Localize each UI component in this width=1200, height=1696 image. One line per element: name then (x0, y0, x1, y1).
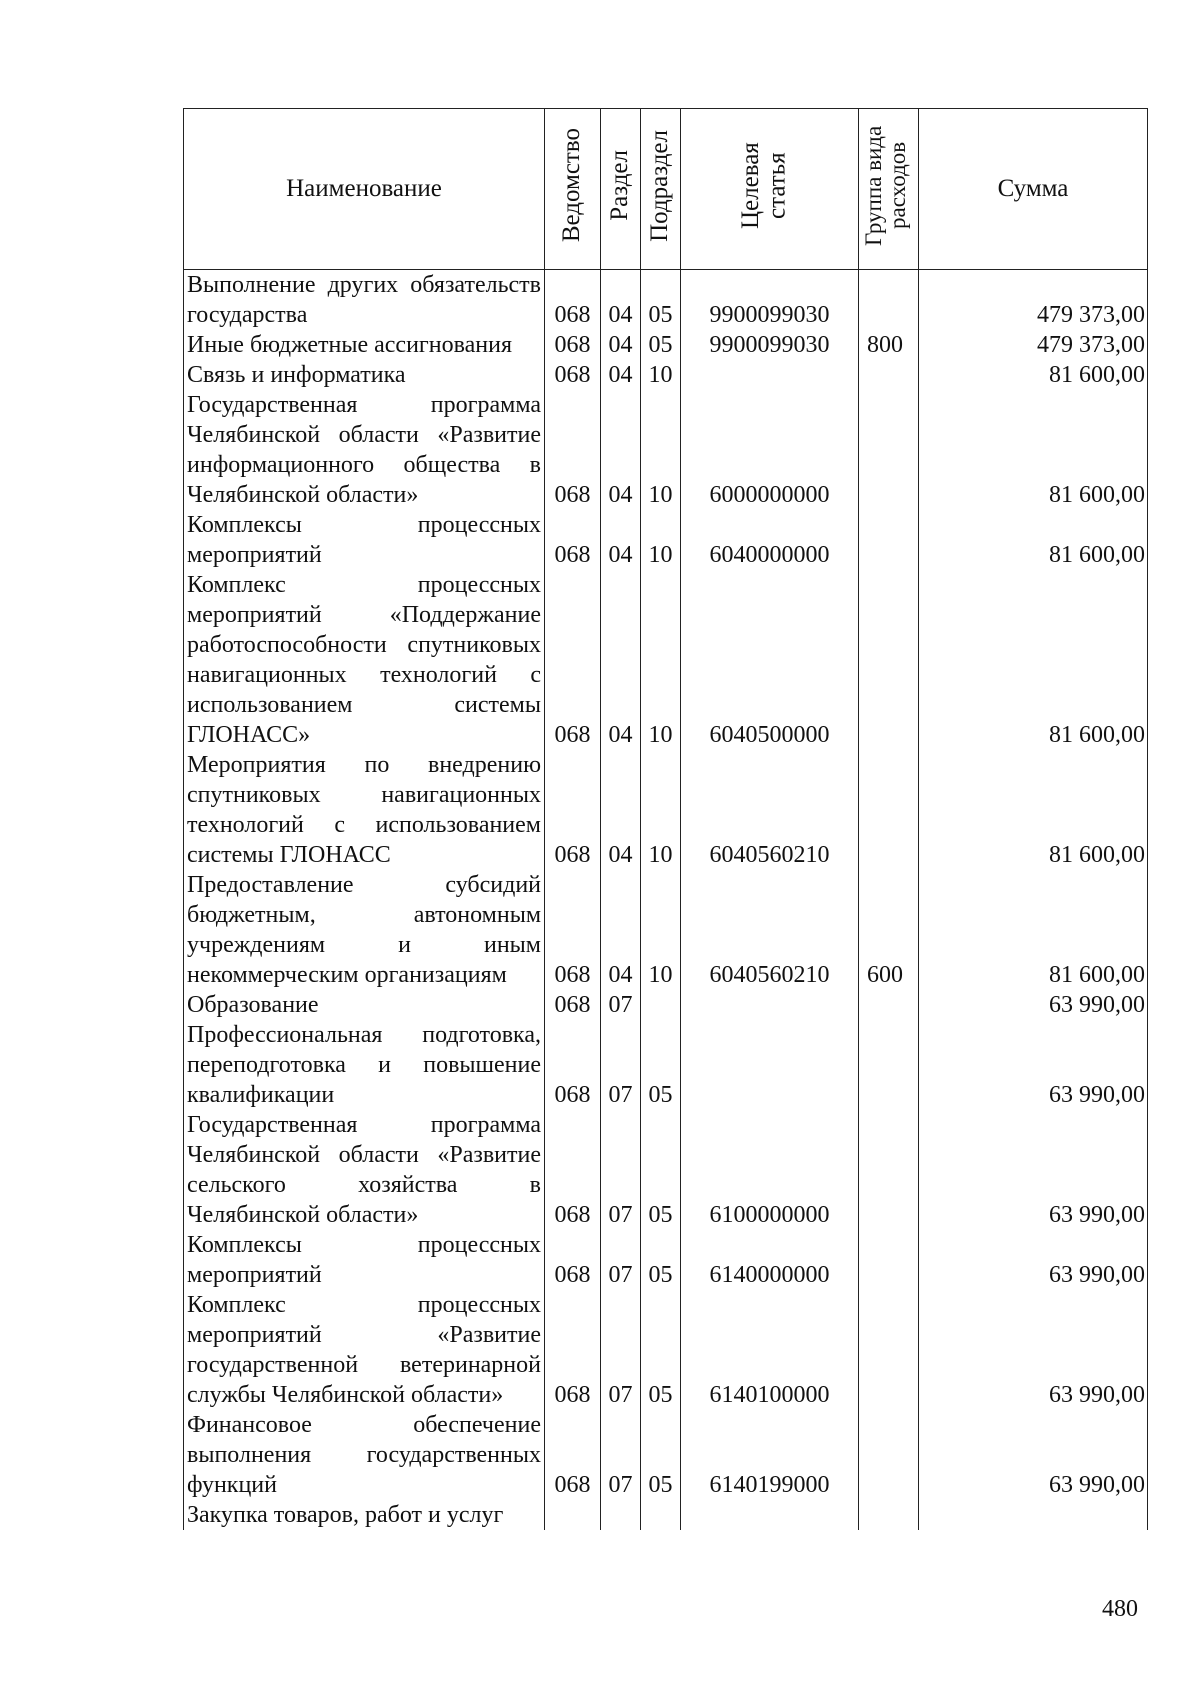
cell-subsection: 05 (641, 1230, 681, 1290)
cell-dept: 068 (545, 990, 601, 1020)
cell-subsection (641, 990, 681, 1020)
cell-name: Финансовое обеспечение выполнения государственных функций (184, 1410, 545, 1500)
cell-group: 800 (859, 330, 919, 360)
cell-section: 07 (601, 1110, 641, 1230)
cell-dept: 068 (545, 1020, 601, 1110)
cell-name: Закупка товаров, работ и услуг (184, 1500, 545, 1530)
cell-sum: 81 600,00 (919, 750, 1148, 870)
table-body (184, 270, 1148, 1531)
cell-target (681, 990, 859, 1020)
budget-table (183, 108, 1148, 1530)
cell-section (601, 1500, 641, 1530)
header-dept: Ведомство (545, 109, 601, 270)
cell-section: 04 (601, 330, 641, 360)
cell-sum: 63 990,00 (919, 1410, 1148, 1500)
cell-group (859, 1290, 919, 1410)
cell-name: Связь и информатика (184, 360, 545, 390)
header-section: Раздел (601, 109, 641, 270)
cell-subsection: 10 (641, 510, 681, 570)
cell-section: 04 (601, 360, 641, 390)
cell-section: 04 (601, 750, 641, 870)
table-row (184, 1230, 1148, 1290)
cell-name: Иные бюджетные ассигнования (184, 330, 545, 360)
cell-section: 07 (601, 1290, 641, 1410)
table-row (184, 750, 1148, 870)
cell-group (859, 1500, 919, 1530)
cell-target: 6100000000 (681, 1110, 859, 1230)
cell-dept (545, 1500, 601, 1530)
cell-target (681, 1020, 859, 1110)
cell-sum (919, 1500, 1148, 1530)
cell-subsection: 05 (641, 1290, 681, 1410)
cell-name: Комплекс процессных мероприятий «Развитие государственной ветеринарной службы Челябинской области» (184, 1290, 545, 1410)
cell-group (859, 510, 919, 570)
table-row (184, 1110, 1148, 1230)
cell-section: 04 (601, 510, 641, 570)
cell-sum: 63 990,00 (919, 1290, 1148, 1410)
table-row (184, 510, 1148, 570)
cell-group (859, 360, 919, 390)
cell-subsection: 05 (641, 330, 681, 360)
table-row (184, 270, 1148, 331)
table-row (184, 1020, 1148, 1110)
cell-target: 6040560210 (681, 870, 859, 990)
table-row (184, 1500, 1148, 1530)
cell-subsection: 10 (641, 360, 681, 390)
cell-name: Образование (184, 990, 545, 1020)
cell-sum: 81 600,00 (919, 510, 1148, 570)
cell-sum: 81 600,00 (919, 870, 1148, 990)
cell-section: 04 (601, 270, 641, 331)
table-row (184, 360, 1148, 390)
cell-target: 6040500000 (681, 570, 859, 750)
cell-target: 9900099030 (681, 270, 859, 331)
cell-sum: 81 600,00 (919, 390, 1148, 510)
cell-name: Государственная программа Челябинской области «Развитие сельского хозяйства в Челябинской области» (184, 1110, 545, 1230)
cell-dept: 068 (545, 270, 601, 331)
cell-dept: 068 (545, 510, 601, 570)
cell-dept: 068 (545, 1230, 601, 1290)
header-sum: Сумма (919, 109, 1148, 270)
page-number: 480 (1102, 1596, 1138, 1622)
cell-dept: 068 (545, 390, 601, 510)
cell-target: 6040000000 (681, 510, 859, 570)
cell-target (681, 360, 859, 390)
cell-sum: 479 373,00 (919, 330, 1148, 360)
cell-sum: 81 600,00 (919, 570, 1148, 750)
cell-target: 9900099030 (681, 330, 859, 360)
cell-sum: 63 990,00 (919, 990, 1148, 1020)
table-row (184, 990, 1148, 1020)
cell-group (859, 270, 919, 331)
cell-name: Профессиональная подготовка, переподготовка и повышение квалификации (184, 1020, 545, 1110)
cell-dept: 068 (545, 1110, 601, 1230)
cell-group (859, 1110, 919, 1230)
cell-subsection: 05 (641, 1410, 681, 1500)
cell-subsection: 05 (641, 1110, 681, 1230)
cell-sum: 63 990,00 (919, 1230, 1148, 1290)
cell-dept: 068 (545, 360, 601, 390)
cell-group (859, 990, 919, 1020)
cell-section: 07 (601, 1410, 641, 1500)
cell-sum: 63 990,00 (919, 1110, 1148, 1230)
cell-dept: 068 (545, 330, 601, 360)
cell-subsection: 10 (641, 390, 681, 510)
cell-section: 04 (601, 570, 641, 750)
cell-section: 07 (601, 1230, 641, 1290)
cell-dept: 068 (545, 1290, 601, 1410)
cell-name: Комплексы процессных мероприятий (184, 510, 545, 570)
cell-group (859, 1410, 919, 1500)
cell-sum: 81 600,00 (919, 360, 1148, 390)
table-row (184, 870, 1148, 990)
table-row (184, 1290, 1148, 1410)
table-row (184, 570, 1148, 750)
cell-section: 07 (601, 990, 641, 1020)
cell-dept: 068 (545, 750, 601, 870)
cell-section: 07 (601, 1020, 641, 1110)
header-name: Наименование (184, 109, 545, 270)
header-subsection: Подраздел (641, 109, 681, 270)
cell-section: 04 (601, 870, 641, 990)
cell-subsection: 05 (641, 270, 681, 331)
cell-dept: 068 (545, 1410, 601, 1500)
table-row (184, 390, 1148, 510)
table-row (184, 1410, 1148, 1500)
cell-name: Комплексы процессных мероприятий (184, 1230, 545, 1290)
cell-sum: 63 990,00 (919, 1020, 1148, 1110)
cell-target: 6040560210 (681, 750, 859, 870)
cell-target: 6140100000 (681, 1290, 859, 1410)
cell-section: 04 (601, 390, 641, 510)
cell-name: Предоставление субсидий бюджетным, автономным учреждениям и иным некоммерческим организациям (184, 870, 545, 990)
cell-dept: 068 (545, 870, 601, 990)
cell-group (859, 390, 919, 510)
cell-group (859, 1020, 919, 1110)
cell-subsection: 10 (641, 870, 681, 990)
cell-name: Государственная программа Челябинской области «Развитие информационного общества в Челябинской области» (184, 390, 545, 510)
cell-group (859, 570, 919, 750)
cell-subsection: 05 (641, 1020, 681, 1110)
header-group: Группа вида расходов (859, 109, 919, 270)
table-header (184, 109, 1148, 270)
cell-subsection (641, 1500, 681, 1530)
cell-subsection: 10 (641, 750, 681, 870)
cell-subsection: 10 (641, 570, 681, 750)
cell-target (681, 1500, 859, 1530)
cell-sum: 479 373,00 (919, 270, 1148, 331)
cell-name: Комплекс процессных мероприятий «Поддержание работоспособности спутниковых навигационных технологий с использованием системы ГЛОНАСС» (184, 570, 545, 750)
cell-target: 6140199000 (681, 1410, 859, 1500)
cell-dept: 068 (545, 570, 601, 750)
cell-name: Мероприятия по внедрению спутниковых навигационных технологий с использованием системы ГЛОНАСС (184, 750, 545, 870)
cell-name: Выполнение других обязательств государства (184, 270, 545, 331)
cell-target: 6140000000 (681, 1230, 859, 1290)
header-target: Целевая статья (681, 109, 859, 270)
cell-group: 600 (859, 870, 919, 990)
cell-target: 6000000000 (681, 390, 859, 510)
cell-group (859, 1230, 919, 1290)
table-row (184, 330, 1148, 360)
cell-group (859, 750, 919, 870)
